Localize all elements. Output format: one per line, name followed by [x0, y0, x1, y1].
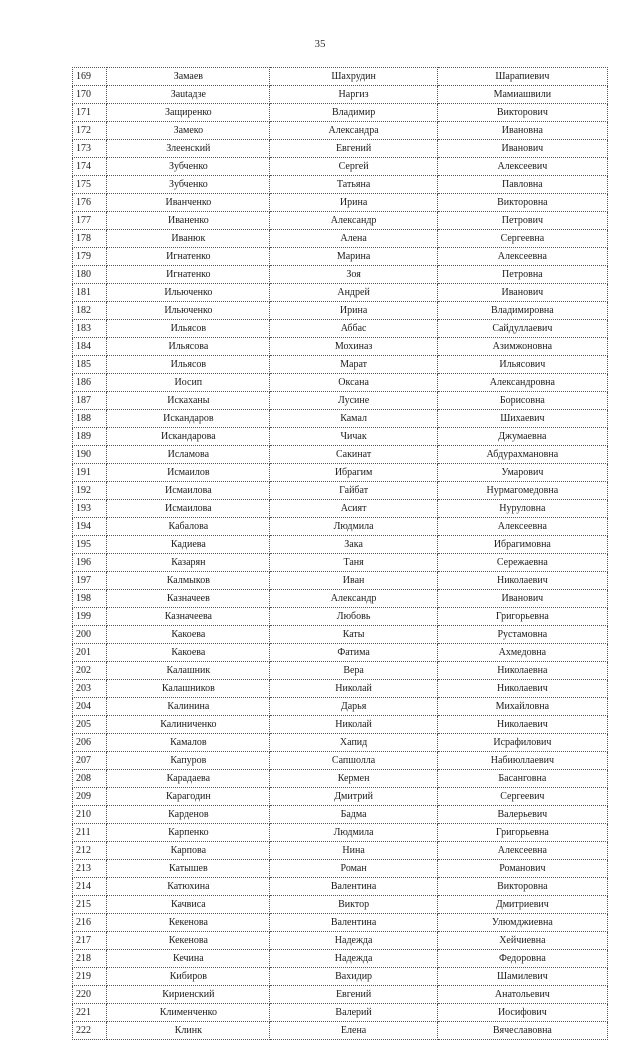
surname-cell: Какоева [107, 644, 270, 662]
table-row [73, 248, 608, 266]
surname-cell: Искандарова [107, 428, 270, 446]
table-row [73, 590, 608, 608]
table-row [73, 104, 608, 122]
first-name-cell: Зоя [270, 266, 437, 284]
row-number: 182 [73, 302, 107, 320]
first-name-cell: Андрей [270, 284, 437, 302]
table-row [73, 842, 608, 860]
surname-cell: Катюхина [107, 878, 270, 896]
first-name-cell: Ибрагим [270, 464, 437, 482]
patronymic-cell: Петровна [437, 266, 607, 284]
table-row [73, 320, 608, 338]
first-name-cell: Александр [270, 590, 437, 608]
row-number: 171 [73, 104, 107, 122]
row-number: 211 [73, 824, 107, 842]
patronymic-cell: Иванович [437, 590, 607, 608]
surname-cell: Качвиса [107, 896, 270, 914]
table-row [73, 284, 608, 302]
table-row [73, 356, 608, 374]
surname-cell: Ильясова [107, 338, 270, 356]
surname-cell: Замаев [107, 68, 270, 86]
patronymic-cell: Улюмджиевна [437, 914, 607, 932]
first-name-cell: Виктор [270, 896, 437, 914]
patronymic-cell: Романович [437, 860, 607, 878]
surname-cell: Калмыков [107, 572, 270, 590]
surname-cell: Замеко [107, 122, 270, 140]
patronymic-cell: Вячеславовна [437, 1022, 607, 1040]
surname-cell: Карпова [107, 842, 270, 860]
patronymic-cell: Ибрагимовна [437, 536, 607, 554]
row-number: 178 [73, 230, 107, 248]
row-number: 204 [73, 698, 107, 716]
patronymic-cell: Викторовна [437, 194, 607, 212]
first-name-cell: Дарья [270, 698, 437, 716]
table-row [73, 608, 608, 626]
surname-cell: Казарян [107, 554, 270, 572]
surname-cell: Клименченко [107, 1004, 270, 1022]
table-row [73, 410, 608, 428]
surname-cell: Казначеева [107, 608, 270, 626]
surname-cell: Калашник [107, 662, 270, 680]
table-row [73, 824, 608, 842]
first-name-cell: Алена [270, 230, 437, 248]
patronymic-cell: Сергеевна [437, 230, 607, 248]
surname-cell: Ильясов [107, 356, 270, 374]
table-row [73, 302, 608, 320]
row-number: 188 [73, 410, 107, 428]
surname-cell: Исмаилова [107, 500, 270, 518]
surname-cell: Кадиева [107, 536, 270, 554]
patronymic-cell: Николаевич [437, 572, 607, 590]
table-row [73, 734, 608, 752]
page-number: 35 [314, 38, 326, 50]
row-number: 181 [73, 284, 107, 302]
row-number: 176 [73, 194, 107, 212]
surname-cell: Ильясов [107, 320, 270, 338]
table-row [73, 518, 608, 536]
row-number: 173 [73, 140, 107, 158]
first-name-cell: Валентина [270, 878, 437, 896]
row-number: 179 [73, 248, 107, 266]
first-name-cell: Мохиназ [270, 338, 437, 356]
surname-cell: Карадаева [107, 770, 270, 788]
surname-cell: Калинина [107, 698, 270, 716]
row-number: 177 [73, 212, 107, 230]
row-number: 209 [73, 788, 107, 806]
first-name-cell: Надежда [270, 950, 437, 968]
table-row [73, 536, 608, 554]
row-number: 202 [73, 662, 107, 680]
first-name-cell: Фатима [270, 644, 437, 662]
surname-cell: Ильюченко [107, 284, 270, 302]
row-number: 191 [73, 464, 107, 482]
first-name-cell: Иван [270, 572, 437, 590]
table-row [73, 392, 608, 410]
table-row [73, 950, 608, 968]
patronymic-cell: Нуруловна [437, 500, 607, 518]
first-name-cell: Гайбат [270, 482, 437, 500]
row-number: 210 [73, 806, 107, 824]
row-number: 185 [73, 356, 107, 374]
patronymic-cell: Иосифович [437, 1004, 607, 1022]
first-name-cell: Вера [270, 662, 437, 680]
first-name-cell: Сакинат [270, 446, 437, 464]
patronymic-cell: Викторовна [437, 878, 607, 896]
table-row [73, 1004, 608, 1022]
surname-cell: Ильюченко [107, 302, 270, 320]
table-row [73, 968, 608, 986]
patronymic-cell: Владимировна [437, 302, 607, 320]
table-row [73, 122, 608, 140]
table-row [73, 770, 608, 788]
first-name-cell: Владимир [270, 104, 437, 122]
first-name-cell: Таня [270, 554, 437, 572]
surname-cell: Калиниченко [107, 716, 270, 734]
patronymic-cell: Ахмедовна [437, 644, 607, 662]
first-name-cell: Елена [270, 1022, 437, 1040]
patronymic-cell: Ивановна [437, 122, 607, 140]
row-number: 208 [73, 770, 107, 788]
patronymic-cell: Борисовна [437, 392, 607, 410]
first-name-cell: Людмила [270, 824, 437, 842]
patronymic-cell: Федоровна [437, 950, 607, 968]
table-row [73, 698, 608, 716]
table-row [73, 662, 608, 680]
surname-cell: Кибиров [107, 968, 270, 986]
patronymic-cell: Азимжоновна [437, 338, 607, 356]
table-row [73, 932, 608, 950]
row-number: 199 [73, 608, 107, 626]
patronymic-cell: Григорьевна [437, 824, 607, 842]
first-name-cell: Александра [270, 122, 437, 140]
table-row [73, 500, 608, 518]
row-number: 219 [73, 968, 107, 986]
table-row [73, 626, 608, 644]
first-name-cell: Оксана [270, 374, 437, 392]
patronymic-cell: Валерьевич [437, 806, 607, 824]
first-name-cell: Николай [270, 680, 437, 698]
row-number: 186 [73, 374, 107, 392]
first-name-cell: Сапшолла [270, 752, 437, 770]
first-name-cell: Николай [270, 716, 437, 734]
row-number: 222 [73, 1022, 107, 1040]
patronymic-cell: Сайдуллаевич [437, 320, 607, 338]
first-name-cell: Каты [270, 626, 437, 644]
surname-cell: Защиренко [107, 104, 270, 122]
surname-cell: Кекенова [107, 932, 270, 950]
surname-cell: Искандаров [107, 410, 270, 428]
table-row [73, 158, 608, 176]
first-name-cell: Любовь [270, 608, 437, 626]
first-name-cell: Дмитрий [270, 788, 437, 806]
first-name-cell: Надежда [270, 932, 437, 950]
table-row [73, 482, 608, 500]
surname-cell: Зубченко [107, 176, 270, 194]
patronymic-cell: Ильясович [437, 356, 607, 374]
table-row [73, 176, 608, 194]
surname-cell: Карагодин [107, 788, 270, 806]
table-row [73, 806, 608, 824]
surname-cell: Катышев [107, 860, 270, 878]
first-name-cell: Хапид [270, 734, 437, 752]
first-name-cell: Лусине [270, 392, 437, 410]
table-row [73, 140, 608, 158]
surname-cell: Калашников [107, 680, 270, 698]
row-number: 172 [73, 122, 107, 140]
surname-cell: Игнатенко [107, 248, 270, 266]
patronymic-cell: Алексеевна [437, 842, 607, 860]
table-row [73, 446, 608, 464]
surname-cell: Камалов [107, 734, 270, 752]
surname-cell: Зautадзе [107, 86, 270, 104]
row-number: 170 [73, 86, 107, 104]
first-name-cell: Кермен [270, 770, 437, 788]
first-name-cell: Аббас [270, 320, 437, 338]
patronymic-cell: Иванович [437, 284, 607, 302]
roster-table [72, 67, 608, 1040]
surname-cell: Злеенский [107, 140, 270, 158]
patronymic-cell: Иванович [437, 140, 607, 158]
table-row [73, 554, 608, 572]
first-name-cell: Камал [270, 410, 437, 428]
first-name-cell: Ирина [270, 194, 437, 212]
table-row [73, 212, 608, 230]
first-name-cell: Евгений [270, 140, 437, 158]
table-row [73, 428, 608, 446]
patronymic-cell: Алексеевич [437, 158, 607, 176]
table-row [73, 752, 608, 770]
first-name-cell: Марина [270, 248, 437, 266]
row-number: 175 [73, 176, 107, 194]
table-row [73, 338, 608, 356]
patronymic-cell: Рустамовна [437, 626, 607, 644]
row-number: 201 [73, 644, 107, 662]
row-number: 193 [73, 500, 107, 518]
patronymic-cell: Алексеевна [437, 518, 607, 536]
patronymic-cell: Михайловна [437, 698, 607, 716]
surname-cell: Казначеев [107, 590, 270, 608]
surname-cell: Исламова [107, 446, 270, 464]
row-number: 194 [73, 518, 107, 536]
row-number: 169 [73, 68, 107, 86]
first-name-cell: Марат [270, 356, 437, 374]
surname-cell: Кириенский [107, 986, 270, 1004]
patronymic-cell: Мамиашвили [437, 86, 607, 104]
row-number: 216 [73, 914, 107, 932]
row-number: 174 [73, 158, 107, 176]
table-row [73, 194, 608, 212]
patronymic-cell: Петрович [437, 212, 607, 230]
surname-cell: Искаханы [107, 392, 270, 410]
surname-cell: Карденов [107, 806, 270, 824]
row-number: 192 [73, 482, 107, 500]
patronymic-cell: Викторович [437, 104, 607, 122]
surname-cell: Кечина [107, 950, 270, 968]
row-number: 215 [73, 896, 107, 914]
surname-cell: Капуров [107, 752, 270, 770]
patronymic-cell: Хейчиевна [437, 932, 607, 950]
surname-cell: Исмаилов [107, 464, 270, 482]
surname-cell: Какоева [107, 626, 270, 644]
table-row [73, 788, 608, 806]
table-row [73, 266, 608, 284]
first-name-cell: Зака [270, 536, 437, 554]
first-name-cell: Чичак [270, 428, 437, 446]
first-name-cell: Шахрудин [270, 68, 437, 86]
first-name-cell: Сергей [270, 158, 437, 176]
row-number: 187 [73, 392, 107, 410]
patronymic-cell: Абдурахмановна [437, 446, 607, 464]
first-name-cell: Александр [270, 212, 437, 230]
row-number: 203 [73, 680, 107, 698]
patronymic-cell: Набиюллаевич [437, 752, 607, 770]
row-number: 220 [73, 986, 107, 1004]
row-number: 184 [73, 338, 107, 356]
first-name-cell: Наргиз [270, 86, 437, 104]
row-number: 196 [73, 554, 107, 572]
patronymic-cell: Дмитриевич [437, 896, 607, 914]
row-number: 198 [73, 590, 107, 608]
row-number: 197 [73, 572, 107, 590]
table-row [73, 86, 608, 104]
first-name-cell: Валерий [270, 1004, 437, 1022]
surname-cell: Карпенко [107, 824, 270, 842]
table-row [73, 878, 608, 896]
row-number: 212 [73, 842, 107, 860]
row-number: 190 [73, 446, 107, 464]
table-row [73, 572, 608, 590]
patronymic-cell: Павловна [437, 176, 607, 194]
patronymic-cell: Умарович [437, 464, 607, 482]
patronymic-cell: Григорьевна [437, 608, 607, 626]
table-row [73, 914, 608, 932]
patronymic-cell: Николаевна [437, 662, 607, 680]
surname-cell: Иванченко [107, 194, 270, 212]
patronymic-cell: Николаевич [437, 680, 607, 698]
row-number: 200 [73, 626, 107, 644]
table-row [73, 374, 608, 392]
surname-cell: Исмаилова [107, 482, 270, 500]
first-name-cell: Ирина [270, 302, 437, 320]
row-number: 217 [73, 932, 107, 950]
surname-cell: Кекенова [107, 914, 270, 932]
table-row [73, 860, 608, 878]
first-name-cell: Роман [270, 860, 437, 878]
patronymic-cell: Исрафилович [437, 734, 607, 752]
table-row [73, 680, 608, 698]
table-row [73, 464, 608, 482]
row-number: 205 [73, 716, 107, 734]
patronymic-cell: Сережаевна [437, 554, 607, 572]
row-number: 207 [73, 752, 107, 770]
patronymic-cell: Алексеевна [437, 248, 607, 266]
patronymic-cell: Шихаевич [437, 410, 607, 428]
row-number: 214 [73, 878, 107, 896]
table-row [73, 1022, 608, 1040]
first-name-cell: Татьяна [270, 176, 437, 194]
row-number: 183 [73, 320, 107, 338]
roster-table-body [73, 68, 608, 1040]
row-number: 189 [73, 428, 107, 446]
first-name-cell: Людмила [270, 518, 437, 536]
row-number: 213 [73, 860, 107, 878]
row-number: 206 [73, 734, 107, 752]
row-number: 218 [73, 950, 107, 968]
patronymic-cell: Нурмагомедовна [437, 482, 607, 500]
surname-cell: Клинк [107, 1022, 270, 1040]
patronymic-cell: Александровна [437, 374, 607, 392]
first-name-cell: Валентина [270, 914, 437, 932]
table-row [73, 68, 608, 86]
table-row [73, 644, 608, 662]
table-row [73, 986, 608, 1004]
patronymic-cell: Басанговна [437, 770, 607, 788]
table-row [73, 716, 608, 734]
first-name-cell: Евгений [270, 986, 437, 1004]
patronymic-cell: Шамилевич [437, 968, 607, 986]
row-number: 195 [73, 536, 107, 554]
surname-cell: Иосип [107, 374, 270, 392]
row-number: 180 [73, 266, 107, 284]
first-name-cell: Нина [270, 842, 437, 860]
row-number: 221 [73, 1004, 107, 1022]
first-name-cell: Асият [270, 500, 437, 518]
surname-cell: Игнатенко [107, 266, 270, 284]
table-row [73, 230, 608, 248]
patronymic-cell: Джумаевна [437, 428, 607, 446]
surname-cell: Иванюк [107, 230, 270, 248]
patronymic-cell: Шарапиевич [437, 68, 607, 86]
first-name-cell: Бадма [270, 806, 437, 824]
first-name-cell: Вахидир [270, 968, 437, 986]
patronymic-cell: Николаевич [437, 716, 607, 734]
patronymic-cell: Сергеевич [437, 788, 607, 806]
surname-cell: Кабалова [107, 518, 270, 536]
patronymic-cell: Анатольевич [437, 986, 607, 1004]
surname-cell: Зубченко [107, 158, 270, 176]
surname-cell: Иваненко [107, 212, 270, 230]
